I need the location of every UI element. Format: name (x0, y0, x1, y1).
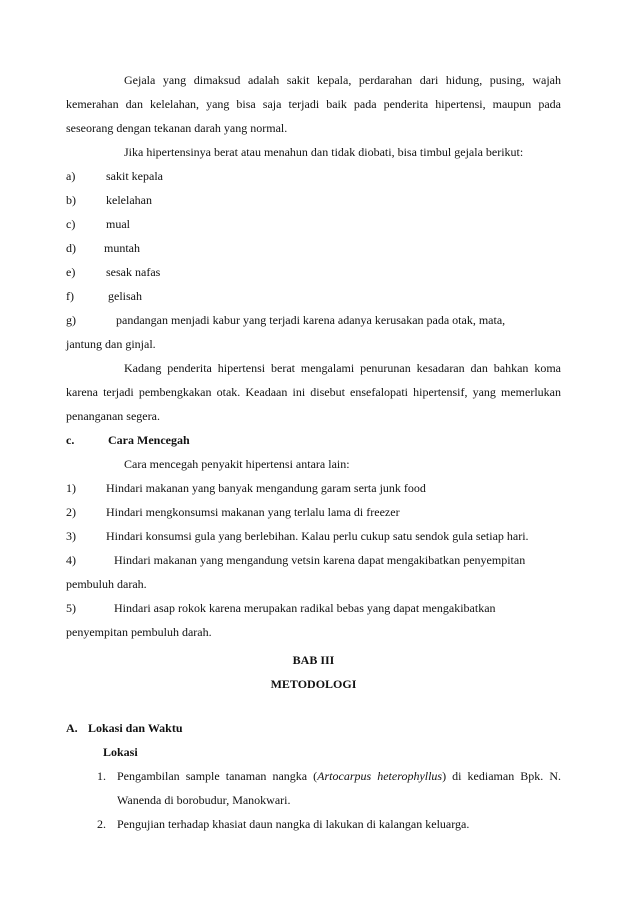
gejala-intro: Jika hipertensinya berat atau menahun dan tidak diobati, bisa timbul gejala berikut: (124, 145, 524, 159)
list-item (66, 284, 561, 308)
list-item-text-part: Pengambilan sample tanaman nangka ( (117, 769, 318, 783)
list-item-label: c) (66, 217, 76, 231)
kadang-section (66, 356, 561, 644)
list-item-label: a) (66, 169, 76, 183)
gejala-section (66, 68, 561, 356)
list-item-text: kelelahan (106, 193, 152, 207)
list-item (66, 236, 561, 260)
chapter-heading (66, 648, 561, 696)
list-item-label: 2. (97, 817, 106, 831)
list-item-continuation: pembuluh darah. (66, 577, 147, 591)
list-item-text: mual (106, 217, 130, 231)
mencegah-intro: Cara mencegah penyakit hipertensi antara lain: (124, 457, 350, 471)
list-item (66, 812, 561, 836)
list-item-label: 1) (66, 481, 76, 495)
list-item-label: f) (66, 289, 74, 303)
list-item-text: sakit kepala (106, 169, 163, 183)
list-item (66, 596, 561, 620)
gejala-paragraph: Gejala yang dimaksud adalah sakit kepala, perdarahan dari hidung, pusing, wajah kemerahan dan kelelahan, yang bisa saja terjadi baik pada penderita hipertensi, maupun pada seseorang dengan tekanan darah yang normal. (66, 73, 561, 135)
list-item-label: g) (66, 313, 76, 327)
list-item-label: b) (66, 193, 76, 207)
list-item (66, 548, 561, 572)
subheading: Lokasi (103, 745, 138, 759)
list-item-text: Hindari konsumsi gula yang berlebihan. Kalau perlu cukup satu sendok gula setiap hari. (106, 529, 529, 543)
list-item-text: muntah (104, 241, 140, 255)
chapter-title: METODOLOGI (270, 677, 357, 691)
list-item (66, 476, 561, 500)
list-item (66, 308, 561, 332)
chapter-number: BAB III (292, 653, 335, 667)
section-heading-text: Lokasi dan Waktu (88, 721, 183, 735)
list-item-text: Hindari mengkonsumsi makanan yang terlalu lama di freezer (106, 505, 400, 519)
section-heading-text: Cara Mencegah (108, 433, 190, 447)
list-item (66, 524, 561, 548)
list-item-text (117, 764, 561, 812)
section-heading (66, 716, 561, 740)
list-item-text-part: ) di kediaman Bpk. N. Wanenda di borobudur, Manokwari. (117, 769, 561, 807)
list-item (66, 188, 561, 212)
list-item (66, 260, 561, 284)
list-item-text: Hindari asap rokok karena merupakan radikal bebas yang dapat mengakibatkan (114, 601, 496, 615)
list-item-text: Pengujian terhadap khasiat daun nangka di lakukan di kalangan keluarga. (117, 817, 470, 831)
section-heading-label: c. (66, 433, 75, 447)
list-item (66, 500, 561, 524)
list-item-label: 1. (97, 769, 106, 783)
list-item-text: Hindari makanan yang mengandung vetsin karena dapat mengakibatkan penyempitan (114, 553, 526, 567)
section-heading-label: A. (66, 721, 78, 735)
list-item-label: 2) (66, 505, 76, 519)
list-item-label: 4) (66, 553, 76, 567)
list-item-continuation: jantung dan ginjal. (66, 337, 156, 351)
list-item-label: 3) (66, 529, 76, 543)
list-item-text: Hindari makanan yang banyak mengandung garam serta junk food (106, 481, 426, 495)
section-a (66, 716, 561, 836)
list-item-text: sesak nafas (106, 265, 161, 279)
list-item-label: d) (66, 241, 76, 255)
kadang-paragraph: Kadang penderita hipertensi berat mengalami penurunan kesadaran dan bahkan koma karena terjadi pembengkakan otak. Keadaan ini disebut ensefalopati hipertensif, yang memerlukan penanganan segera. (66, 361, 561, 423)
list-item-text: gelisah (108, 289, 142, 303)
list-item-label: 5) (66, 601, 76, 615)
list-item (66, 764, 561, 812)
list-item (66, 212, 561, 236)
section-heading (66, 428, 561, 452)
list-item-text: pandangan menjadi kabur yang terjadi karena adanya kerusakan pada otak, mata, (116, 313, 506, 327)
list-item (66, 164, 561, 188)
list-item-label: e) (66, 265, 76, 279)
species-name: Artocarpus heterophyllus (317, 769, 443, 783)
list-item-continuation: penyempitan pembuluh darah. (66, 625, 212, 639)
